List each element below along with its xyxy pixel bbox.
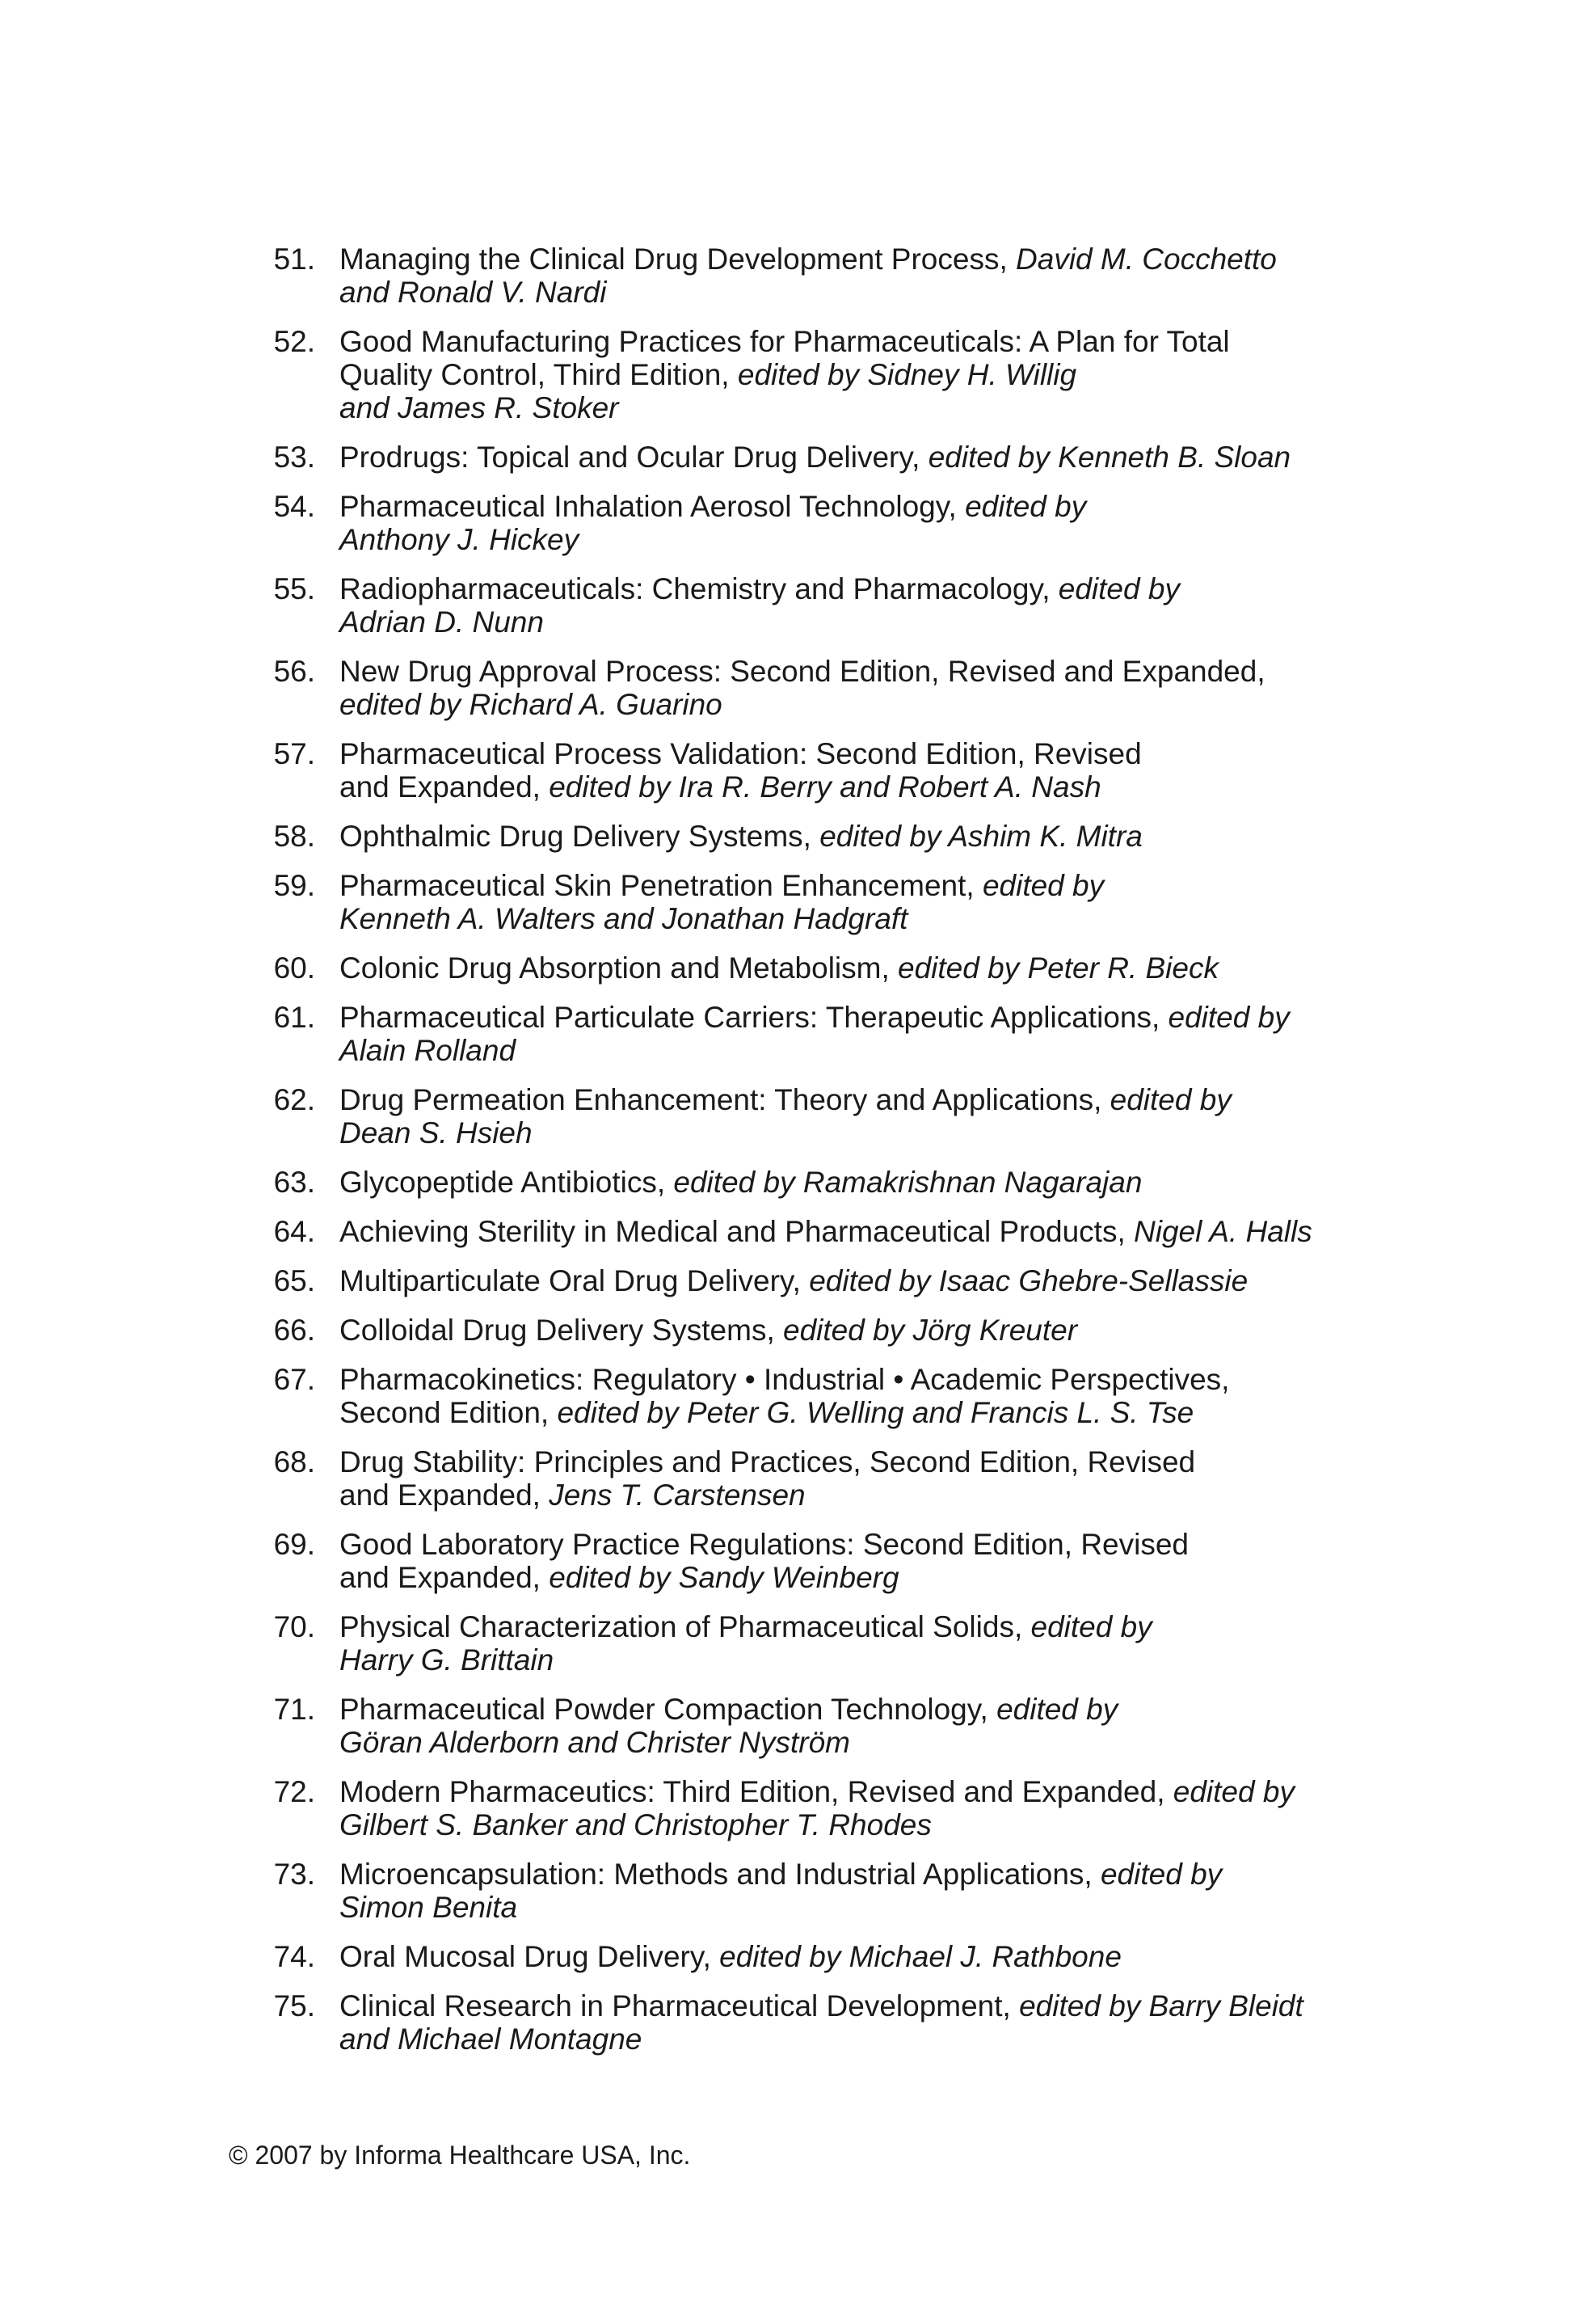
item-text <box>339 1528 1354 1594</box>
copyright-notice: © 2007 by Informa Healthcare USA, Inc. <box>229 2141 691 2170</box>
item-text <box>339 820 1354 853</box>
item-title: Pharmaceutical Particulate Carriers: Therapeutic Applications, <box>339 1001 1169 1034</box>
item-credit: edited by Sidney H. Willig and James R. Stoker <box>339 358 1077 424</box>
item-credit: edited by Göran Alderborn and Christer Nyström <box>339 1693 1118 1759</box>
item-credit: edited by Peter G. Welling and Francis L. S. Tse <box>557 1396 1194 1429</box>
item-number: 55. <box>273 572 315 605</box>
item-number: 74. <box>273 1940 315 1973</box>
item-title: Ophthalmic Drug Delivery Systems, <box>339 820 820 853</box>
list-item <box>0 1940 1596 1973</box>
item-credit: edited by Jörg Kreuter <box>783 1314 1078 1347</box>
item-text <box>339 325 1354 424</box>
item-credit: Nigel A. Halls <box>1134 1215 1312 1248</box>
item-number: 61. <box>273 1001 315 1034</box>
item-text <box>339 441 1354 474</box>
item-title: Oral Mucosal Drug Delivery, <box>339 1940 720 1973</box>
item-number: 60. <box>273 951 315 985</box>
item-number: 51. <box>273 243 315 276</box>
item-title: Drug Permeation Enhancement: Theory and Applications, <box>339 1083 1110 1116</box>
list-item <box>0 1528 1596 1594</box>
item-number: 65. <box>273 1264 315 1297</box>
list-item <box>0 1610 1596 1677</box>
item-number: 70. <box>273 1610 315 1643</box>
book-series-list <box>0 243 1596 2072</box>
list-item <box>0 1989 1596 2056</box>
list-item <box>0 1215 1596 1248</box>
item-text <box>339 572 1354 639</box>
item-text <box>339 1610 1354 1677</box>
item-title: New Drug Approval Process: Second Edition, Revised and Expanded, <box>339 655 1265 688</box>
list-item <box>0 1001 1596 1067</box>
item-text <box>339 1264 1354 1297</box>
item-credit: edited by Kenneth A. Walters and Jonathan Hadgraft <box>339 869 1105 935</box>
item-text <box>339 1775 1354 1841</box>
item-text <box>339 1693 1354 1759</box>
list-item <box>0 1693 1596 1759</box>
item-text <box>339 1940 1354 1973</box>
list-item <box>0 325 1596 424</box>
item-number: 69. <box>273 1528 315 1561</box>
list-item <box>0 737 1596 803</box>
item-credit: edited by Barry Bleidt and Michael Montagne <box>339 1989 1303 2056</box>
item-credit: edited by Isaac Ghebre-Sellassie <box>809 1264 1249 1297</box>
item-number: 64. <box>273 1215 315 1248</box>
item-credit: edited by Kenneth B. Sloan <box>928 441 1291 474</box>
item-number: 71. <box>273 1693 315 1726</box>
item-title: Drug Stability: Principles and Practices, Second Edition, Revised and Expanded, <box>339 1445 1196 1512</box>
item-number: 72. <box>273 1775 315 1808</box>
item-credit: David M. Cocchetto and Ronald V. Nardi <box>339 243 1277 309</box>
item-credit: edited by Adrian D. Nunn <box>339 572 1180 639</box>
list-item <box>0 1166 1596 1199</box>
item-number: 66. <box>273 1314 315 1347</box>
item-title: Pharmaceutical Inhalation Aerosol Technology, <box>339 490 966 523</box>
item-credit: edited by Peter R. Bieck <box>898 951 1219 985</box>
item-number: 63. <box>273 1166 315 1199</box>
list-item <box>0 243 1596 309</box>
item-text <box>339 1314 1354 1347</box>
list-item <box>0 1775 1596 1841</box>
item-text <box>339 1215 1354 1248</box>
list-item <box>0 1314 1596 1347</box>
item-title: Multiparticulate Oral Drug Delivery, <box>339 1264 810 1297</box>
item-text <box>339 1166 1354 1199</box>
item-credit: edited by Michael J. Rathbone <box>719 1940 1122 1973</box>
item-title: Pharmaceutical Process Validation: Second Edition, Revised and Expanded, <box>339 737 1142 803</box>
item-text <box>339 737 1354 803</box>
item-title: Pharmaceutical Skin Penetration Enhancement, <box>339 869 983 902</box>
item-text <box>339 1001 1354 1067</box>
item-title: Physical Characterization of Pharmaceutical Solids, <box>339 1610 1031 1643</box>
item-text <box>339 951 1354 985</box>
list-item <box>0 441 1596 474</box>
item-text <box>339 869 1354 935</box>
list-item <box>0 951 1596 985</box>
item-title: Pharmaceutical Powder Compaction Technology, <box>339 1693 997 1726</box>
item-title: Pharmacokinetics: Regulatory • Industrial • Academic Perspectives, Second Edition, <box>339 1363 1230 1429</box>
list-item <box>0 820 1596 853</box>
item-credit: edited by Ramakrishnan Nagarajan <box>673 1166 1143 1199</box>
item-text <box>339 1989 1354 2056</box>
item-number: 54. <box>273 490 315 523</box>
item-text <box>339 655 1354 721</box>
list-item <box>0 490 1596 556</box>
item-number: 57. <box>273 737 315 770</box>
item-number: 52. <box>273 325 315 358</box>
item-title: Achieving Sterility in Medical and Pharmaceutical Products, <box>339 1215 1135 1248</box>
item-text <box>339 1083 1354 1149</box>
item-number: 59. <box>273 869 315 902</box>
item-number: 73. <box>273 1858 315 1891</box>
list-item <box>0 572 1596 639</box>
item-credit: edited by Anthony J. Hickey <box>339 490 1087 556</box>
item-number: 75. <box>273 1989 315 2022</box>
list-item <box>0 1264 1596 1297</box>
item-title: Managing the Clinical Drug Development Process, <box>339 243 1017 276</box>
item-credit: edited by Ira R. Berry and Robert A. Nash <box>549 770 1101 803</box>
item-number: 53. <box>273 441 315 474</box>
item-title: Prodrugs: Topical and Ocular Drug Delivery, <box>339 441 929 474</box>
list-item <box>0 1445 1596 1512</box>
item-title: Microencapsulation: Methods and Industrial Applications, <box>339 1858 1101 1891</box>
item-credit: edited by Richard A. Guarino <box>339 688 722 721</box>
item-number: 58. <box>273 820 315 853</box>
item-credit: edited by Harry G. Brittain <box>339 1610 1152 1677</box>
item-credit: edited by Gilbert S. Banker and Christopher T. Rhodes <box>339 1775 1295 1841</box>
item-credit: edited by Dean S. Hsieh <box>339 1083 1232 1149</box>
item-number: 68. <box>273 1445 315 1478</box>
item-credit: edited by Ashim K. Mitra <box>819 820 1143 853</box>
item-title: Colonic Drug Absorption and Metabolism, <box>339 951 899 985</box>
item-text <box>339 1363 1354 1429</box>
item-credit: edited by Alain Rolland <box>339 1001 1290 1067</box>
item-title: Glycopeptide Antibiotics, <box>339 1166 674 1199</box>
item-text <box>339 1858 1354 1924</box>
item-credit: edited by Sandy Weinberg <box>549 1561 899 1594</box>
item-title: Modern Pharmaceutics: Third Edition, Revised and Expanded, <box>339 1775 1173 1808</box>
item-title: Clinical Research in Pharmaceutical Development, <box>339 1989 1020 2022</box>
item-credit: Jens T. Carstensen <box>549 1478 806 1512</box>
list-item <box>0 655 1596 721</box>
list-item <box>0 1363 1596 1429</box>
item-credit: edited by Simon Benita <box>339 1858 1223 1924</box>
item-text <box>339 1445 1354 1512</box>
item-number: 62. <box>273 1083 315 1116</box>
item-number: 67. <box>273 1363 315 1396</box>
item-title: Radiopharmaceuticals: Chemistry and Pharmacology, <box>339 572 1059 605</box>
list-item <box>0 1083 1596 1149</box>
item-text <box>339 490 1354 556</box>
list-item <box>0 1858 1596 1924</box>
item-number: 56. <box>273 655 315 688</box>
item-title: Colloidal Drug Delivery Systems, <box>339 1314 784 1347</box>
item-title: Good Manufacturing Practices for Pharmaceuticals: A Plan for Total Quality Control, Third Edition, <box>339 325 1230 391</box>
item-title: Good Laboratory Practice Regulations: Second Edition, Revised and Expanded, <box>339 1528 1189 1594</box>
item-text <box>339 243 1354 309</box>
list-item <box>0 869 1596 935</box>
